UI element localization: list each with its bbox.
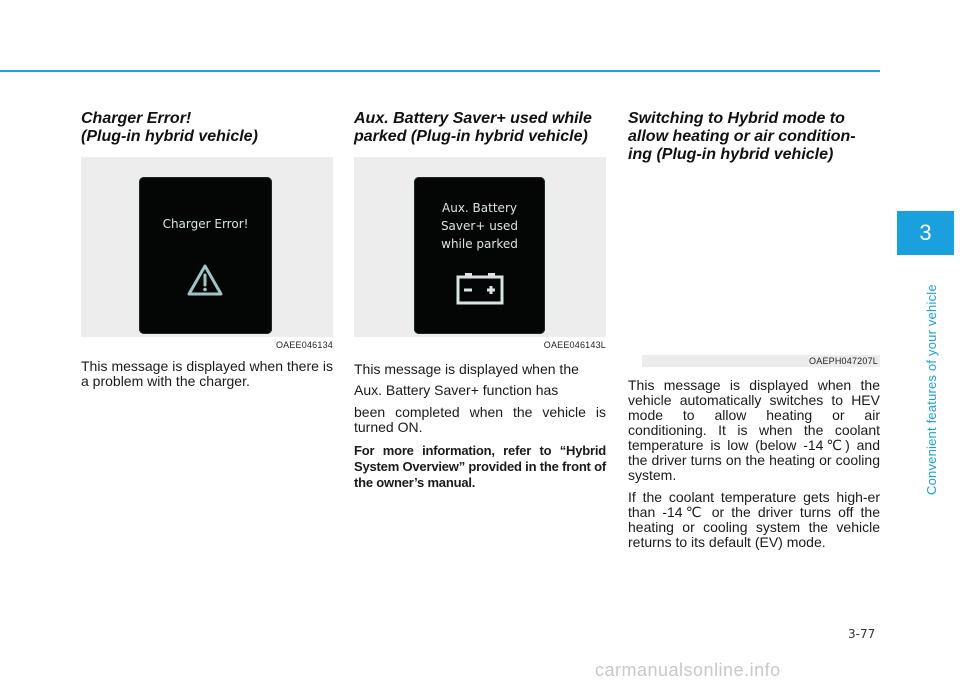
section-heading: Switching to Hybrid mode to allow heating or air condition- ing (Plug-in hybrid vehicle): [628, 110, 856, 163]
display-message: Aux. Battery Saver+ used while parked: [440, 201, 519, 251]
figure-code: OAEPH047207L: [642, 355, 880, 367]
cluster-display: [414, 177, 545, 334]
section-heading: Aux. Battery Saver+ used while parked (Plug-in hybrid vehicle): [354, 110, 592, 145]
figure-aux-battery: [354, 157, 606, 337]
section-aux-battery-saver: [354, 110, 606, 490]
section-body: This message is displayed when there is a problem with the charger.: [81, 358, 333, 389]
reference-note: For more information, refer to “Hybrid System Overview” provided in the front of the owner’s manual.: [354, 443, 606, 490]
section-switch-hybrid-mode: [628, 110, 880, 550]
header-rule: [0, 70, 880, 72]
section-body: This message is displayed when the vehicle automatically switches to HEV mode to allow heating or air conditioning. It is when the coolant temperature is low (below -14℃) and the driver turns on the heating or cooling system. If the coolant temperature gets high-er than -14℃ or the driver turns off the heating or cooling system the vehicle returns to its default (EV) mode.: [628, 377, 880, 550]
cluster-display: [139, 177, 272, 334]
page-number: 3-77: [848, 627, 876, 641]
figure-code: OAEE046134: [275, 340, 333, 350]
display-message: Charger Error!: [162, 217, 249, 231]
section-heading: Charger Error! (Plug-in hybrid vehicle): [81, 110, 258, 145]
figure-code: OAEE046143L: [543, 340, 606, 350]
warning-triangle-icon: [186, 263, 224, 297]
chapter-title: Convenient features of your vehicle: [924, 284, 939, 495]
watermark: carmanualsonline.info: [595, 660, 781, 680]
chapter-number-tab: 3: [897, 211, 954, 255]
section-body: This message is displayed when the Aux. Battery Saver+ function has been completed when the vehicle is turned ON. For more information, refer to “Hybrid System Overview” provided in the front of the owner’s manual.: [354, 361, 606, 490]
figure-charger-error: [81, 157, 333, 337]
section-charger-error: [81, 110, 333, 389]
battery-icon: [456, 271, 504, 305]
